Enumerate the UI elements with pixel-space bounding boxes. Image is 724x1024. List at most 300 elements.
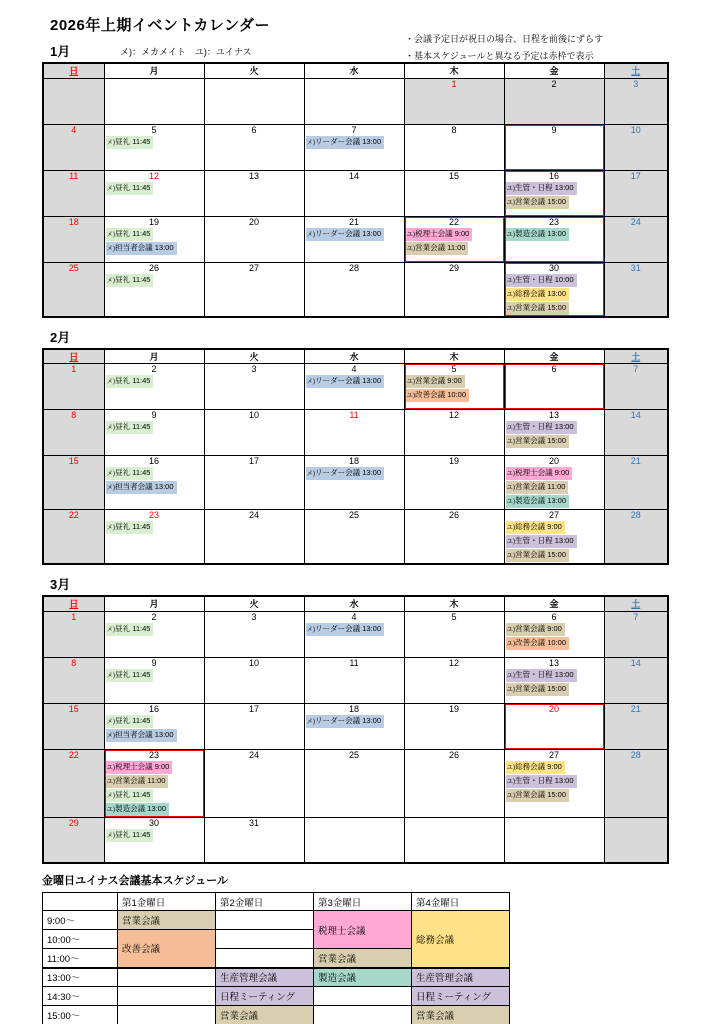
event-chip: ユ)営業会議 15:00 (506, 683, 570, 696)
weekday-header-row (43, 349, 668, 364)
day-cell (604, 611, 668, 657)
day-number: 16 (548, 170, 559, 181)
event-chip: メ)リーダー会議 13:00 (306, 623, 385, 636)
day-cell (604, 703, 668, 749)
event-chip: メ)担当者会議 13:00 (106, 242, 177, 255)
schedule-header-row (43, 893, 510, 911)
day-number: 6 (551, 611, 557, 622)
day-number: 1 (71, 611, 77, 622)
day-number: 24 (248, 510, 259, 520)
day-number: 15 (68, 456, 79, 466)
day-cell (104, 703, 204, 749)
day-cell (204, 510, 304, 565)
event-chip: ユ)総務会議 9:00 (506, 761, 565, 774)
day-cell (304, 749, 404, 817)
day-number: 10 (248, 410, 259, 420)
month-label: 3月 (50, 577, 71, 592)
day-number: 26 (448, 749, 459, 760)
day-cell (43, 510, 104, 565)
day-cell (604, 657, 668, 703)
week-row (43, 510, 668, 565)
time-label: 15:00～ (43, 1006, 118, 1024)
schedule-row (43, 987, 510, 1006)
day-number: 26 (448, 510, 459, 520)
day-number: 19 (448, 703, 459, 714)
day-cell (304, 611, 404, 657)
day-cell (404, 749, 504, 817)
week-row (43, 410, 668, 456)
event-prefix: メ) (106, 484, 116, 491)
day-cell (504, 749, 604, 817)
event-prefix: ユ) (506, 304, 516, 312)
event-prefix: ユ) (406, 244, 416, 252)
day-number: 29 (68, 817, 79, 828)
day-number: 5 (451, 364, 457, 374)
event-prefix: ユ) (506, 625, 516, 633)
day-cell (43, 657, 104, 703)
event-prefix: ユ) (406, 378, 416, 385)
day-number: 28 (630, 749, 641, 760)
day-cell (604, 749, 668, 817)
day-number: 15 (68, 703, 79, 714)
schedule-cell (118, 987, 216, 1006)
day-cell (204, 456, 304, 510)
event-prefix: ユ) (506, 424, 516, 431)
event-prefix: ユ) (506, 552, 516, 559)
day-cell (104, 124, 204, 170)
day-number: 18 (348, 703, 359, 714)
day-cell (404, 170, 504, 216)
schedule-cell: 改善会議 (118, 930, 216, 968)
day-number: 31 (248, 817, 259, 828)
event-prefix: メ) (306, 470, 316, 477)
day-number: 26 (148, 262, 159, 273)
event-prefix: メ) (106, 625, 116, 633)
event-prefix: ユ) (106, 777, 116, 785)
day-cell (204, 364, 304, 410)
months-container (42, 41, 724, 864)
day-number: 14 (630, 657, 641, 668)
day-number: 8 (451, 124, 457, 135)
event-chip: メ)昼礼 11:45 (106, 789, 154, 802)
week-row (43, 78, 668, 124)
day-cell (404, 216, 504, 262)
day-cell (204, 611, 304, 657)
day-cell (404, 456, 504, 510)
schedule-header-cell: 第1金曜日 (118, 893, 216, 911)
day-cell (504, 410, 604, 456)
event-chip: メ)昼礼 11:45 (106, 182, 154, 195)
day-number: 30 (148, 817, 159, 828)
day-number: 2 (151, 611, 157, 622)
event-prefix: メ) (106, 230, 116, 238)
event-prefix: メ) (106, 424, 116, 431)
event-prefix: ユ) (506, 671, 516, 679)
event-prefix: メ) (306, 138, 316, 146)
weekday-header-row (43, 596, 668, 611)
day-cell (104, 410, 204, 456)
day-number: 27 (548, 749, 559, 760)
weekday-header: 日 (43, 349, 104, 364)
day-number: 7 (351, 124, 357, 135)
weekday-header: 金 (504, 63, 604, 78)
day-cell (604, 262, 668, 317)
day-cell (304, 364, 404, 410)
day-number: 15 (448, 170, 459, 181)
day-cell (404, 657, 504, 703)
weekday-header: 水 (304, 63, 404, 78)
event-chip: ユ)営業会議 11:00 (506, 481, 569, 494)
weekday-header: 金 (504, 596, 604, 611)
day-number: 8 (71, 657, 77, 668)
day-number: 20 (548, 456, 559, 466)
event-prefix: ユ) (506, 763, 516, 771)
day-cell (43, 611, 104, 657)
schedule-cell: 生産管理会議 (412, 968, 510, 987)
schedule-cell (314, 1006, 412, 1024)
event-chip: ユ)営業会議 9:00 (406, 375, 465, 388)
event-prefix: ユ) (506, 777, 516, 785)
schedule-cell (118, 1006, 216, 1024)
day-cell (304, 78, 404, 124)
schedule-row (43, 911, 510, 930)
week-row (43, 611, 668, 657)
event-prefix: ユ) (506, 276, 516, 284)
event-prefix: メ) (106, 791, 116, 799)
day-cell (304, 170, 404, 216)
day-number: 22 (448, 216, 459, 227)
day-number: 6 (251, 124, 257, 135)
event-chip: メ)昼礼 11:45 (106, 829, 154, 842)
day-cell (304, 510, 404, 565)
day-cell (504, 456, 604, 510)
day-cell (404, 262, 504, 317)
page-title: 2026年上期イベントカレンダー (50, 17, 270, 34)
day-number: 4 (351, 611, 357, 622)
day-cell (43, 817, 104, 863)
event-prefix: ユ) (106, 763, 116, 771)
event-prefix: ユ) (406, 230, 416, 238)
day-cell (604, 410, 668, 456)
day-number: 4 (351, 364, 357, 374)
schedule-cell: 総務会議 (412, 911, 510, 968)
day-number: 23 (548, 216, 559, 227)
event-chip: ユ)生管・日程 13:00 (506, 775, 577, 788)
week-row (43, 262, 668, 317)
day-number: 27 (248, 262, 259, 273)
schedule-cell: 日程ミーティング (216, 987, 314, 1006)
event-prefix: メ) (306, 378, 316, 385)
day-cell (104, 510, 204, 565)
schedule-header-cell: 第2金曜日 (216, 893, 314, 911)
day-cell (604, 456, 668, 510)
event-prefix: メ) (106, 184, 116, 192)
event-chip: メ)昼礼 11:45 (106, 715, 154, 728)
day-cell (104, 216, 204, 262)
event-chip: ユ)営業会議 15:00 (506, 789, 570, 802)
day-number: 25 (348, 510, 359, 520)
week-row (43, 703, 668, 749)
event-chip: ユ)税理士会議 9:00 (506, 467, 573, 480)
event-chip: ユ)生管・日程 13:00 (506, 669, 577, 682)
day-cell (43, 456, 104, 510)
day-cell (104, 78, 204, 124)
event-chip: ユ)営業会議 11:00 (406, 242, 469, 255)
day-cell (104, 749, 204, 817)
day-number: 13 (548, 657, 559, 668)
day-cell (43, 262, 104, 317)
day-cell (43, 216, 104, 262)
day-cell (204, 78, 304, 124)
day-cell (43, 170, 104, 216)
day-number: 21 (630, 456, 641, 466)
schedule-header-cell: 第3金曜日 (314, 893, 412, 911)
day-number: 13 (548, 410, 559, 420)
day-number: 7 (633, 611, 639, 622)
day-cell (604, 216, 668, 262)
time-label: 13:00～ (43, 968, 118, 987)
weekday-header: 金 (504, 349, 604, 364)
schedule-cell: 営業会議 (216, 1006, 314, 1024)
day-cell (204, 170, 304, 216)
month-header (42, 574, 724, 591)
event-prefix: メ) (106, 731, 116, 739)
schedule-cell: 税理士会議 (314, 911, 412, 949)
weekday-header: 月 (104, 596, 204, 611)
schedule-cell: 営業会議 (118, 911, 216, 930)
day-cell (204, 216, 304, 262)
day-cell (204, 657, 304, 703)
event-prefix: ユ) (506, 524, 516, 531)
day-number: 16 (148, 456, 159, 466)
day-cell (104, 611, 204, 657)
day-number: 3 (633, 78, 639, 89)
day-cell (43, 364, 104, 410)
schedule-cell: 営業会議 (314, 949, 412, 968)
event-prefix: ユ) (506, 184, 516, 192)
day-cell (104, 456, 204, 510)
day-cell (404, 817, 504, 863)
event-chip: ユ)営業会議 11:00 (106, 775, 169, 788)
weekday-header: 水 (304, 596, 404, 611)
month-header (42, 327, 724, 344)
time-label: 9:00～ (43, 911, 118, 930)
event-chip: ユ)改善会議 10:00 (506, 637, 570, 650)
week-row (43, 817, 668, 863)
day-cell (304, 410, 404, 456)
event-chip: ユ)営業会議 15:00 (506, 549, 570, 562)
day-number: 28 (630, 510, 641, 520)
day-cell (504, 262, 604, 317)
schedule-cell: 製造会議 (314, 968, 412, 987)
day-cell (404, 703, 504, 749)
event-chip: ユ)製造会議 13:00 (506, 495, 570, 508)
day-number: 6 (551, 364, 557, 374)
day-cell (204, 262, 304, 317)
schedule-header-cell (43, 893, 118, 911)
day-number: 18 (348, 456, 359, 466)
day-cell (304, 456, 404, 510)
day-cell (404, 124, 504, 170)
schedule-cell (118, 968, 216, 987)
event-chip: ユ)営業会議 15:00 (506, 196, 570, 209)
event-chip: ユ)製造会議 13:00 (506, 228, 570, 241)
note-line: ・基本スケジュールと異なる予定は赤枠で表示 (405, 51, 594, 61)
day-number: 20 (548, 703, 559, 714)
day-number: 9 (151, 657, 157, 668)
day-number: 12 (448, 657, 459, 668)
weekday-header: 月 (104, 63, 204, 78)
week-row (43, 364, 668, 410)
calendar-table (42, 348, 669, 566)
weekday-header: 水 (304, 349, 404, 364)
event-chip: メ)リーダー会議 13:00 (306, 467, 385, 480)
event-chip: メ)リーダー会議 13:00 (306, 228, 385, 241)
time-label: 10:00～ (43, 930, 118, 949)
event-prefix: ユ) (506, 470, 516, 477)
day-cell (504, 657, 604, 703)
event-prefix: ユ) (106, 805, 116, 813)
day-cell (504, 817, 604, 863)
day-number: 20 (248, 216, 259, 227)
day-cell (504, 611, 604, 657)
day-number: 22 (68, 749, 79, 760)
day-cell (104, 657, 204, 703)
day-cell (204, 749, 304, 817)
day-cell (604, 364, 668, 410)
day-number: 22 (68, 510, 79, 520)
day-number: 13 (248, 170, 259, 181)
day-cell (204, 817, 304, 863)
week-row (43, 657, 668, 703)
day-number: 24 (630, 216, 641, 227)
day-cell (504, 78, 604, 124)
day-number: 14 (348, 170, 359, 181)
weekday-header: 土 (604, 349, 668, 364)
day-number: 11 (349, 410, 359, 420)
day-number: 4 (71, 124, 77, 135)
schedule-table (42, 892, 510, 1024)
day-number: 19 (148, 216, 159, 227)
month-label: 2月 (50, 329, 71, 345)
event-chip: ユ)改善会議 10:00 (406, 389, 470, 402)
schedule-cell: 営業会議 (412, 1006, 510, 1024)
schedule-cell (216, 949, 314, 968)
event-chip: ユ)生管・日程 13:00 (506, 182, 577, 195)
day-number: 17 (630, 170, 641, 181)
day-number: 23 (148, 510, 159, 520)
day-number: 10 (630, 124, 641, 135)
schedule-cell: 日程ミーティング (412, 987, 510, 1006)
day-cell (504, 124, 604, 170)
day-cell (204, 410, 304, 456)
event-prefix: メ) (106, 524, 116, 531)
event-chip: メ)リーダー会議 13:00 (306, 136, 385, 149)
event-chip: メ)昼礼 11:45 (106, 521, 154, 534)
day-cell (604, 124, 668, 170)
day-cell (104, 262, 204, 317)
month-section (42, 327, 724, 566)
schedule-header-cell: 第4金曜日 (412, 893, 510, 911)
schedule-row (43, 1006, 510, 1024)
event-prefix: ユ) (506, 230, 516, 238)
weekday-header: 火 (204, 596, 304, 611)
event-chip: メ)昼礼 11:45 (106, 136, 154, 149)
weekday-header: 月 (104, 349, 204, 364)
event-chip: ユ)総務会議 13:00 (506, 288, 570, 301)
day-number: 21 (348, 216, 359, 227)
day-number: 17 (248, 703, 259, 714)
event-prefix: ユ) (506, 538, 516, 545)
event-chip: メ)担当者会議 13:00 (106, 729, 177, 742)
day-cell (304, 262, 404, 317)
day-number: 2 (151, 364, 157, 374)
day-cell (304, 817, 404, 863)
day-cell (404, 611, 504, 657)
event-chip: メ)リーダー会議 13:00 (306, 375, 385, 388)
month-section (42, 41, 724, 318)
event-prefix: メ) (306, 230, 316, 238)
day-cell (104, 364, 204, 410)
event-prefix: ユ) (506, 438, 516, 445)
weekday-header: 日 (43, 596, 104, 611)
day-number: 30 (548, 262, 559, 273)
event-chip: ユ)税理士会議 9:00 (106, 761, 173, 774)
event-chip: メ)昼礼 11:45 (106, 669, 154, 682)
day-number: 18 (68, 216, 79, 227)
day-cell (43, 78, 104, 124)
month-section (42, 574, 724, 864)
event-prefix: ユ) (506, 290, 516, 298)
day-number: 29 (448, 262, 459, 273)
schedule-container (42, 892, 724, 1024)
day-cell (304, 216, 404, 262)
event-chip: ユ)生管・日程 13:00 (506, 421, 577, 434)
week-row (43, 124, 668, 170)
day-cell (404, 78, 504, 124)
day-cell (604, 817, 668, 863)
day-number: 5 (451, 611, 457, 622)
day-number: 12 (448, 410, 459, 420)
weekday-header: 木 (404, 349, 504, 364)
event-prefix: メ) (106, 138, 116, 146)
schedule-cell (216, 911, 314, 930)
event-prefix: メ) (106, 276, 116, 284)
event-prefix: メ) (106, 831, 116, 839)
day-cell (604, 170, 668, 216)
time-label: 11:00～ (43, 949, 118, 968)
event-prefix: メ) (306, 717, 316, 725)
day-number: 11 (69, 170, 79, 181)
day-number: 12 (148, 170, 159, 181)
day-cell (504, 510, 604, 565)
month-label: 1月 (50, 44, 71, 59)
day-cell (104, 817, 204, 863)
weekday-header: 土 (604, 596, 668, 611)
event-chip: メ)昼礼 11:45 (106, 623, 154, 636)
event-prefix: メ) (106, 378, 116, 385)
event-chip: ユ)製造会議 13:00 (106, 803, 170, 816)
week-row (43, 456, 668, 510)
day-cell (304, 657, 404, 703)
day-number: 9 (551, 124, 557, 135)
event-prefix: ユ) (506, 484, 516, 491)
day-cell (304, 703, 404, 749)
weekday-header: 木 (404, 63, 504, 78)
note-line: ・会議予定日が祝日の場合、日程を前後にずらす (405, 34, 604, 44)
week-row (43, 749, 668, 817)
day-number: 25 (348, 749, 359, 760)
